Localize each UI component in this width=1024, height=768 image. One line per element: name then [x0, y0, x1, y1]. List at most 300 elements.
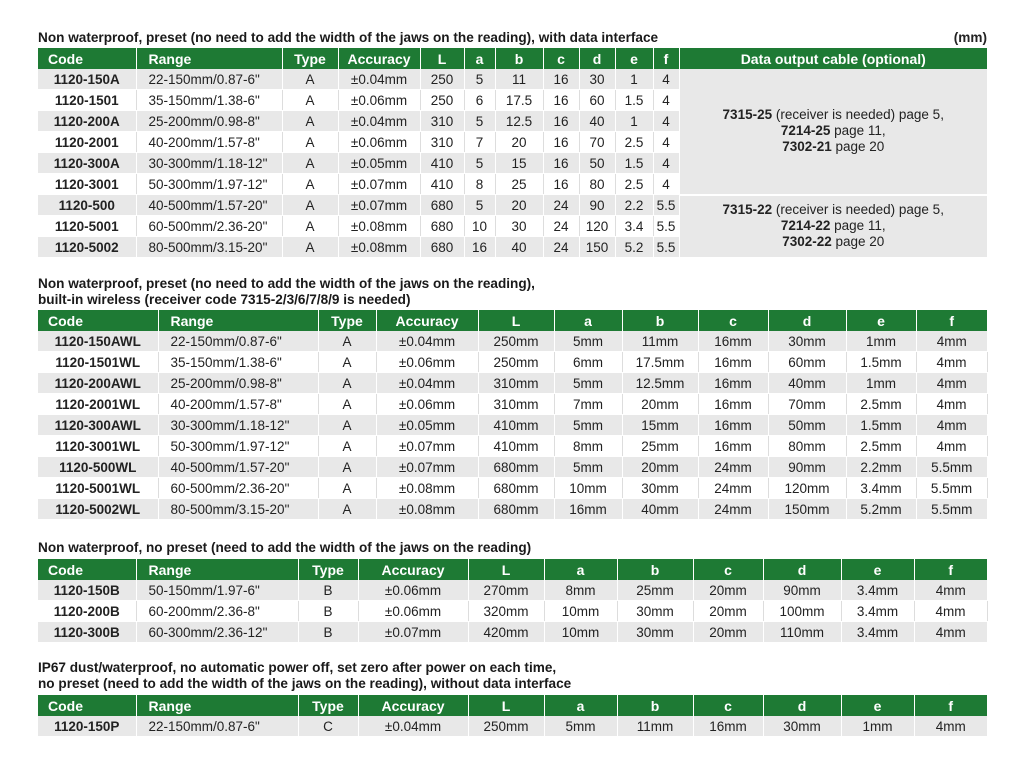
- table-cell: 6: [464, 90, 495, 111]
- column-header: a: [464, 48, 495, 69]
- table-cell: ±0.04mm: [376, 373, 478, 394]
- table-cell: A: [318, 415, 376, 436]
- table-cell: B: [298, 622, 358, 643]
- table-cell: B: [298, 601, 358, 622]
- spec-table-3: [38, 559, 988, 643]
- table-cell: 1: [615, 69, 653, 90]
- table-cell: ±0.06mm: [338, 132, 420, 153]
- table-cell: 1mm: [846, 373, 916, 394]
- table-cell: 120: [579, 216, 615, 237]
- table-cell: 70mm: [768, 394, 846, 415]
- product-code: 1120-2001: [38, 132, 136, 153]
- table-cell: 1.5: [615, 90, 653, 111]
- table-cell: 6mm: [554, 352, 622, 373]
- product-code: 1120-150AWL: [38, 331, 158, 352]
- table-cell: 8mm: [544, 580, 617, 601]
- product-code: 1120-3001WL: [38, 436, 158, 457]
- section4-heading-line2: no preset (need to add the width of the jaws on the reading), without data interface: [38, 676, 572, 691]
- table-cell: 7mm: [554, 394, 622, 415]
- table-cell: ±0.04mm: [338, 69, 420, 90]
- table-cell: 10mm: [544, 622, 617, 643]
- table-cell: 16mm: [698, 373, 768, 394]
- table-cell: 24mm: [698, 499, 768, 520]
- spec-table-4: [38, 695, 987, 737]
- table-cell: 5: [464, 69, 495, 90]
- table-cell: 16mm: [693, 716, 763, 737]
- table-cell: ±0.04mm: [358, 716, 468, 737]
- table-cell: 270mm: [468, 580, 544, 601]
- table-cell: 100mm: [763, 601, 841, 622]
- table-row: [38, 580, 987, 601]
- column-header: Range: [136, 559, 298, 580]
- table-cell: ±0.08mm: [338, 216, 420, 237]
- column-header: c: [698, 310, 768, 331]
- table-cell: 30-300mm/1.18-12": [136, 153, 282, 174]
- table-cell: 30: [579, 69, 615, 90]
- table-row: [38, 499, 987, 520]
- column-header: e: [841, 559, 914, 580]
- column-header: d: [768, 310, 846, 331]
- column-header: b: [617, 559, 693, 580]
- table-cell: 16: [543, 174, 579, 195]
- table-cell: 12.5: [495, 111, 543, 132]
- column-header: e: [841, 695, 914, 716]
- section1-heading: Non waterproof, preset (no need to add the width of the jaws on the reading), with data interface: [38, 30, 659, 45]
- table-cell: 4mm: [914, 716, 987, 737]
- cable-code: 7315-25: [722, 107, 773, 123]
- table-cell: 12.5mm: [622, 373, 698, 394]
- column-header: c: [543, 48, 579, 69]
- table-cell: 10: [464, 216, 495, 237]
- table-cell: ±0.07mm: [338, 195, 420, 216]
- column-header: Code: [38, 310, 158, 331]
- section2-heading-line2: built-in wireless (receiver code 7315-2/3/6/7/8/9 is needed): [38, 292, 411, 307]
- table-cell: 35-150mm/1.38-6": [136, 90, 282, 111]
- table-row: [38, 69, 987, 90]
- table-cell: ±0.07mm: [358, 622, 468, 643]
- table-cell: ±0.04mm: [376, 331, 478, 352]
- table-cell: 5mm: [554, 457, 622, 478]
- table-cell: 24: [543, 195, 579, 216]
- product-code: 1120-500WL: [38, 457, 158, 478]
- table-cell: 10mm: [544, 601, 617, 622]
- section2-heading-line1: Non waterproof, preset (no need to add the width of the jaws on the reading),: [38, 276, 535, 291]
- product-code: 1120-150A: [38, 69, 136, 90]
- table-cell: 80mm: [768, 436, 846, 457]
- table-cell: 2.5mm: [846, 436, 916, 457]
- table-cell: A: [282, 174, 338, 195]
- table-row: [38, 478, 987, 499]
- cable-note: page 11,: [830, 123, 886, 139]
- table-cell: 250mm: [478, 352, 554, 373]
- table-cell: ±0.07mm: [376, 457, 478, 478]
- table-cell: 60-200mm/2.36-8": [136, 601, 298, 622]
- table-cell: 24: [543, 216, 579, 237]
- table-cell: 5.5mm: [916, 478, 987, 499]
- table-cell: 35-150mm/1.38-6": [158, 352, 318, 373]
- table-cell: 5.5mm: [916, 457, 987, 478]
- column-header: Type: [298, 695, 358, 716]
- product-code: 1120-1501: [38, 90, 136, 111]
- table-cell: 680mm: [478, 478, 554, 499]
- table-cell: 5mm: [554, 331, 622, 352]
- table-cell: 4mm: [914, 601, 987, 622]
- column-header: b: [622, 310, 698, 331]
- cable-code: 7302-21: [782, 139, 832, 155]
- table-cell: 1mm: [841, 716, 914, 737]
- table-row: [38, 195, 987, 216]
- column-header: Data output cable (optional): [679, 48, 987, 69]
- table-cell: 16: [543, 153, 579, 174]
- table-cell: 310: [420, 111, 464, 132]
- table-cell: 4: [653, 153, 679, 174]
- table-cell: 5mm: [544, 716, 617, 737]
- table-cell: 40-200mm/1.57-8": [158, 394, 318, 415]
- table-cell: 3.4mm: [841, 601, 914, 622]
- table-cell: A: [318, 352, 376, 373]
- column-header: d: [763, 559, 841, 580]
- table-cell: 4mm: [914, 580, 987, 601]
- product-code: 1120-5001: [38, 216, 136, 237]
- table-cell: 310mm: [478, 394, 554, 415]
- table-cell: ±0.06mm: [358, 601, 468, 622]
- table-cell: 20mm: [693, 601, 763, 622]
- section-ip67: [38, 660, 987, 737]
- column-header: Code: [38, 48, 136, 69]
- table-cell: A: [318, 394, 376, 415]
- table-row: [38, 394, 987, 415]
- table-cell: 60-500mm/2.36-20": [136, 216, 282, 237]
- table-cell: A: [282, 111, 338, 132]
- section-wireless: [38, 276, 987, 520]
- table-cell: 2.5mm: [846, 394, 916, 415]
- table-row: [38, 601, 987, 622]
- table-cell: 30mm: [617, 601, 693, 622]
- table-cell: 20mm: [622, 457, 698, 478]
- table-cell: 40mm: [768, 373, 846, 394]
- table-cell: 4mm: [916, 331, 987, 352]
- table-cell: 1: [615, 111, 653, 132]
- table-cell: 8: [464, 174, 495, 195]
- table-cell: 410: [420, 174, 464, 195]
- table-cell: 30-300mm/1.18-12": [158, 415, 318, 436]
- table-cell: 4mm: [916, 394, 987, 415]
- table-cell: 11: [495, 69, 543, 90]
- table-cell: 1.5mm: [846, 415, 916, 436]
- cable-note: page 20: [831, 139, 885, 155]
- table-cell: A: [318, 478, 376, 499]
- table-cell: ±0.08mm: [376, 499, 478, 520]
- table-cell: 5.5: [653, 216, 679, 237]
- table-cell: 20mm: [693, 622, 763, 643]
- table-cell: 15: [495, 153, 543, 174]
- table-cell: 410mm: [478, 436, 554, 457]
- table-cell: 40-200mm/1.57-8": [136, 132, 282, 153]
- table-cell: A: [282, 153, 338, 174]
- table-row: [38, 436, 987, 457]
- table-cell: 5.2mm: [846, 499, 916, 520]
- table-cell: 5.2: [615, 237, 653, 258]
- table-cell: 4: [653, 111, 679, 132]
- table-cell: 80: [579, 174, 615, 195]
- table-cell: 680: [420, 237, 464, 258]
- column-header: f: [653, 48, 679, 69]
- cable-code: 7315-22: [722, 202, 773, 218]
- table-cell: 5.5mm: [916, 499, 987, 520]
- column-header: L: [420, 48, 464, 69]
- table-cell: 40-500mm/1.57-20": [136, 195, 282, 216]
- table-cell: 2.5: [615, 132, 653, 153]
- cable-note: page 20: [831, 234, 885, 250]
- cable-note: (receiver is needed) page 5,: [772, 202, 944, 218]
- table-cell: 320mm: [468, 601, 544, 622]
- table-cell: 16: [543, 111, 579, 132]
- table-cell: 420mm: [468, 622, 544, 643]
- table-cell: 250mm: [468, 716, 544, 737]
- cable-code: 7214-22: [780, 218, 831, 234]
- table-cell: 310mm: [478, 373, 554, 394]
- table-cell: 2.5: [615, 174, 653, 195]
- table-cell: 110mm: [763, 622, 841, 643]
- table-cell: 120mm: [768, 478, 846, 499]
- column-header: Accuracy: [376, 310, 478, 331]
- table-cell: 5: [464, 195, 495, 216]
- table-cell: 4: [653, 90, 679, 111]
- table-cell: 5: [464, 111, 495, 132]
- table-cell: 60-300mm/2.36-12": [136, 622, 298, 643]
- table-cell: 680mm: [478, 457, 554, 478]
- column-header: c: [693, 559, 763, 580]
- product-code: 1120-1501WL: [38, 352, 158, 373]
- table-cell: 25-200mm/0.98-8": [136, 111, 282, 132]
- table-cell: 1mm: [846, 331, 916, 352]
- column-header: e: [615, 48, 653, 69]
- column-header: a: [544, 695, 617, 716]
- column-header: L: [478, 310, 554, 331]
- product-code: 1120-3001: [38, 174, 136, 195]
- table-cell: 20: [495, 132, 543, 153]
- column-header: f: [916, 310, 987, 331]
- product-code: 1120-300B: [38, 622, 136, 643]
- column-header: Type: [318, 310, 376, 331]
- column-header: Accuracy: [358, 559, 468, 580]
- table-cell: ±0.06mm: [338, 90, 420, 111]
- column-header: L: [468, 695, 544, 716]
- table-row: [38, 622, 987, 643]
- table-cell: 5mm: [554, 373, 622, 394]
- table-cell: 25-200mm/0.98-8": [158, 373, 318, 394]
- table-cell: 16mm: [554, 499, 622, 520]
- table-cell: 24mm: [698, 478, 768, 499]
- column-header: e: [846, 310, 916, 331]
- table-cell: 16mm: [698, 415, 768, 436]
- table-cell: 5mm: [554, 415, 622, 436]
- section4-heading-line1: IP67 dust/waterproof, no automatic power off, set zero after power on each time,: [38, 660, 557, 675]
- table-cell: 1.5: [615, 153, 653, 174]
- table-cell: 50: [579, 153, 615, 174]
- column-header: Range: [136, 695, 298, 716]
- table-cell: 40: [579, 111, 615, 132]
- table-cell: 60-500mm/2.36-20": [158, 478, 318, 499]
- table-cell: 4: [653, 69, 679, 90]
- table-cell: 2.2: [615, 195, 653, 216]
- section-with-data-interface: [38, 30, 987, 258]
- table-cell: A: [282, 132, 338, 153]
- column-header: Code: [38, 695, 136, 716]
- table-cell: 20mm: [622, 394, 698, 415]
- table-cell: 4mm: [916, 415, 987, 436]
- table-cell: B: [298, 580, 358, 601]
- table-cell: 680: [420, 195, 464, 216]
- table-cell: A: [282, 69, 338, 90]
- table-row: [38, 331, 987, 352]
- table-cell: 10mm: [554, 478, 622, 499]
- table-cell: 16mm: [698, 436, 768, 457]
- table-cell: 8mm: [554, 436, 622, 457]
- table-cell: 22-150mm/0.87-6": [158, 331, 318, 352]
- table-row: [38, 352, 987, 373]
- table-cell: 5.5: [653, 195, 679, 216]
- table-cell: A: [282, 237, 338, 258]
- table-cell: 3.4mm: [841, 622, 914, 643]
- cable-code: 7302-22: [782, 234, 832, 250]
- table-cell: 17.5: [495, 90, 543, 111]
- column-header: f: [914, 695, 987, 716]
- table-cell: 40: [495, 237, 543, 258]
- table-cell: 24: [543, 237, 579, 258]
- table-cell: ±0.05mm: [338, 153, 420, 174]
- column-header: Range: [158, 310, 318, 331]
- table-cell: 70: [579, 132, 615, 153]
- column-header: d: [579, 48, 615, 69]
- table-cell: 60: [579, 90, 615, 111]
- table-cell: 22-150mm/0.87-6": [136, 69, 282, 90]
- table-cell: 4mm: [916, 373, 987, 394]
- column-header: d: [763, 695, 841, 716]
- product-code: 1120-150P: [38, 716, 136, 737]
- table-cell: 250: [420, 69, 464, 90]
- table-cell: ±0.06mm: [376, 352, 478, 373]
- table-cell: 16mm: [698, 394, 768, 415]
- table-cell: 4mm: [916, 436, 987, 457]
- table-cell: 680: [420, 216, 464, 237]
- table-cell: 11mm: [617, 716, 693, 737]
- product-code: 1120-200AWL: [38, 373, 158, 394]
- table-cell: 17.5mm: [622, 352, 698, 373]
- table-cell: 30mm: [768, 331, 846, 352]
- table-cell: 410mm: [478, 415, 554, 436]
- product-code: 1120-500: [38, 195, 136, 216]
- table-row: [38, 716, 987, 737]
- table-cell: ±0.05mm: [376, 415, 478, 436]
- table-cell: 22-150mm/0.87-6": [136, 716, 298, 737]
- table-cell: A: [282, 195, 338, 216]
- table-row: [38, 373, 987, 394]
- table-cell: 20: [495, 195, 543, 216]
- table-cell: 680mm: [478, 499, 554, 520]
- table-cell: 16mm: [698, 331, 768, 352]
- section-no-preset: [38, 540, 987, 643]
- table-cell: 4mm: [916, 352, 987, 373]
- product-code: 1120-200A: [38, 111, 136, 132]
- unit-label: (mm): [953, 30, 987, 45]
- table-cell: 4: [653, 174, 679, 195]
- table-cell: 30mm: [617, 622, 693, 643]
- product-code: 1120-300AWL: [38, 415, 158, 436]
- table-cell: 16mm: [698, 352, 768, 373]
- cable-info-group-2: [679, 195, 987, 258]
- table-cell: 90mm: [763, 580, 841, 601]
- table-cell: ±0.04mm: [338, 111, 420, 132]
- column-header: a: [544, 559, 617, 580]
- table-cell: 15mm: [622, 415, 698, 436]
- table-cell: 1.5mm: [846, 352, 916, 373]
- table-cell: A: [318, 436, 376, 457]
- table-cell: A: [318, 499, 376, 520]
- table-cell: ±0.06mm: [358, 580, 468, 601]
- table-cell: 16: [464, 237, 495, 258]
- table-cell: 50-300mm/1.97-12": [136, 174, 282, 195]
- table-cell: 3.4: [615, 216, 653, 237]
- column-header: b: [495, 48, 543, 69]
- column-header: Type: [282, 48, 338, 69]
- table-cell: 150mm: [768, 499, 846, 520]
- column-header: Code: [38, 559, 136, 580]
- table-cell: 80-500mm/3.15-20": [158, 499, 318, 520]
- table-cell: A: [318, 457, 376, 478]
- table-cell: 25mm: [622, 436, 698, 457]
- table-cell: 90mm: [768, 457, 846, 478]
- table-cell: A: [318, 373, 376, 394]
- product-code: 1120-2001WL: [38, 394, 158, 415]
- table-cell: 80-500mm/3.15-20": [136, 237, 282, 258]
- table-cell: 24mm: [698, 457, 768, 478]
- table-cell: A: [318, 331, 376, 352]
- section3-heading: Non waterproof, no preset (need to add the width of the jaws on the reading): [38, 540, 532, 555]
- cable-note: (receiver is needed) page 5,: [772, 107, 944, 123]
- spec-table-1: [38, 48, 987, 258]
- table-cell: 7: [464, 132, 495, 153]
- table-cell: 4: [653, 132, 679, 153]
- table-cell: 250: [420, 90, 464, 111]
- column-header: Type: [298, 559, 358, 580]
- table-cell: 3.4mm: [846, 478, 916, 499]
- table-cell: 5: [464, 153, 495, 174]
- table-cell: 50-300mm/1.97-12": [158, 436, 318, 457]
- table-cell: 250mm: [478, 331, 554, 352]
- column-header: c: [693, 695, 763, 716]
- product-code: 1120-300A: [38, 153, 136, 174]
- table-cell: A: [282, 90, 338, 111]
- table-row: [38, 457, 987, 478]
- table-cell: ±0.07mm: [376, 436, 478, 457]
- table-cell: 25: [495, 174, 543, 195]
- table-cell: 40-500mm/1.57-20": [158, 457, 318, 478]
- column-header: Accuracy: [338, 48, 420, 69]
- table-cell: 60mm: [768, 352, 846, 373]
- table-cell: 16: [543, 132, 579, 153]
- table-cell: 30mm: [622, 478, 698, 499]
- table-cell: A: [282, 216, 338, 237]
- table-cell: 90: [579, 195, 615, 216]
- column-header: L: [468, 559, 544, 580]
- table-cell: 16: [543, 90, 579, 111]
- table-cell: 40mm: [622, 499, 698, 520]
- table-cell: 30mm: [763, 716, 841, 737]
- table-cell: 50mm: [768, 415, 846, 436]
- table-cell: 3.4mm: [841, 580, 914, 601]
- table-cell: 20mm: [693, 580, 763, 601]
